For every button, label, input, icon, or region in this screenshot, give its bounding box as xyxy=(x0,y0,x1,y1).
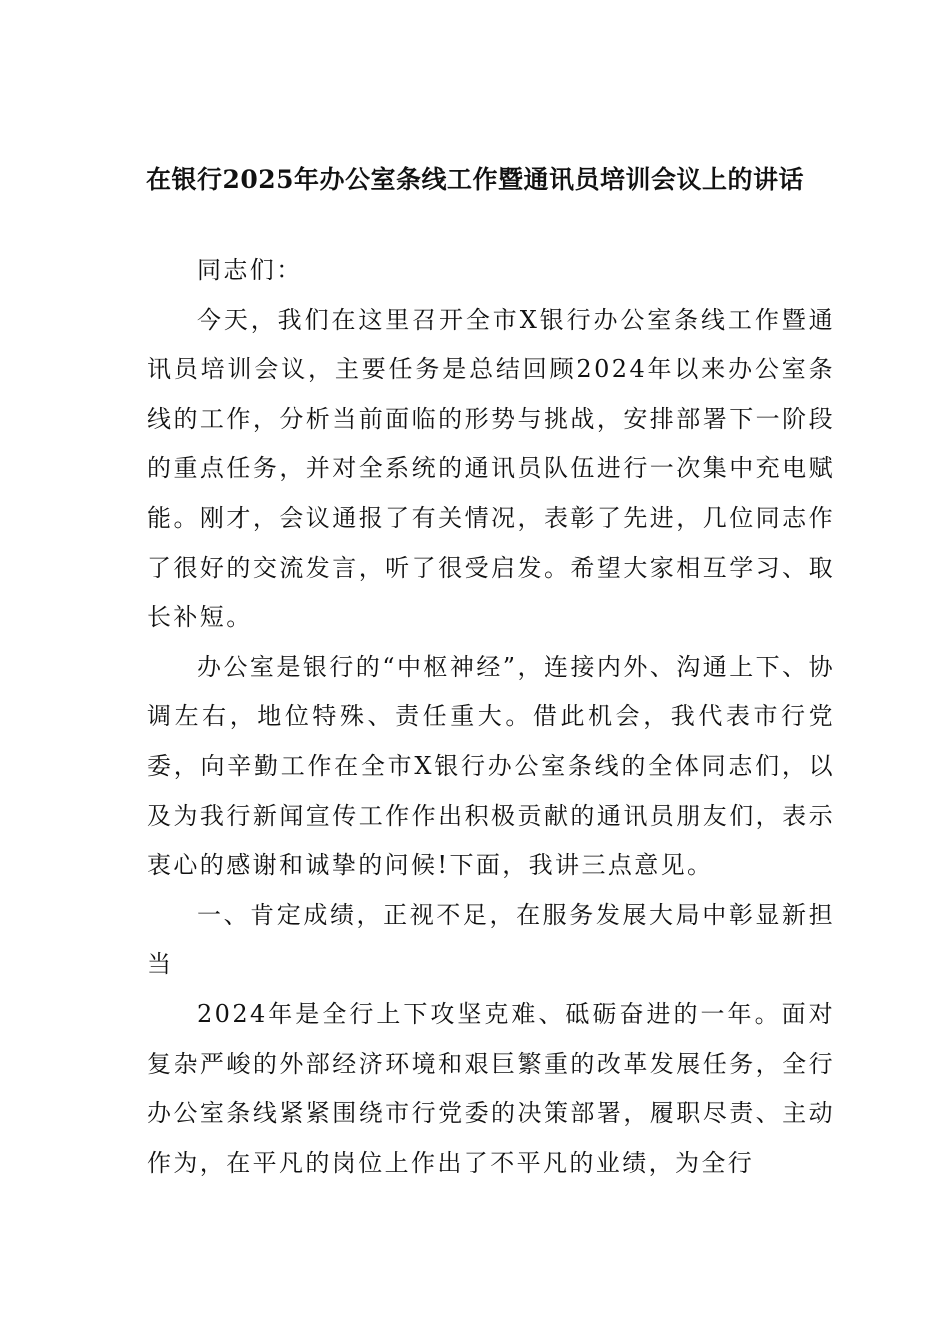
salutation: 同志们： xyxy=(197,256,303,284)
paragraph-2024-review: 2024年是全行上下攻坚克难、砥砺奋进的一年。面对复杂严峻的外部经济环境和艰巨繁重的改革发展任务，全行办公室条线紧紧围绕市行党委的决策部署，履职尽责、主动作为，在平凡的岗位上作出了不平凡的业绩，为全行 xyxy=(147,999,835,1177)
document-title: 在银行2025年办公室条线工作暨通讯员培训会议上的讲话 xyxy=(145,165,805,194)
section-heading-one: 一、肯定成绩，正视不足，在服务发展大局中彰显新担当 xyxy=(147,900,835,979)
paragraph-office-role: 办公室是银行的“中枢神经”，连接内外、沟通上下、协调左右，地位特殊、责任重大。借此机会，我代表市行党委，向辛勤工作在全市X银行办公室条线的全体同志们，以及为我行新闻宣传工作作出积极贡献的通讯员朋友们，表示衷心的感谢和诚挚的问候!下面，我讲三点意见。 xyxy=(147,652,835,880)
paragraph-opening: 今天，我们在这里召开全市X银行办公室条线工作暨通讯员培训会议，主要任务是总结回顾2024年以来办公室条线的工作，分析当前面临的形势与挑战，安排部署下一阶段的重点任务，并对全系统的通讯员队伍进行一次集中充电赋能。刚才，会议通报了有关情况，表彰了先进，几位同志作了很好的交流发言，听了很受启发。希望大家相互学习、取长补短。 xyxy=(147,305,835,632)
document-body xyxy=(147,246,835,1188)
